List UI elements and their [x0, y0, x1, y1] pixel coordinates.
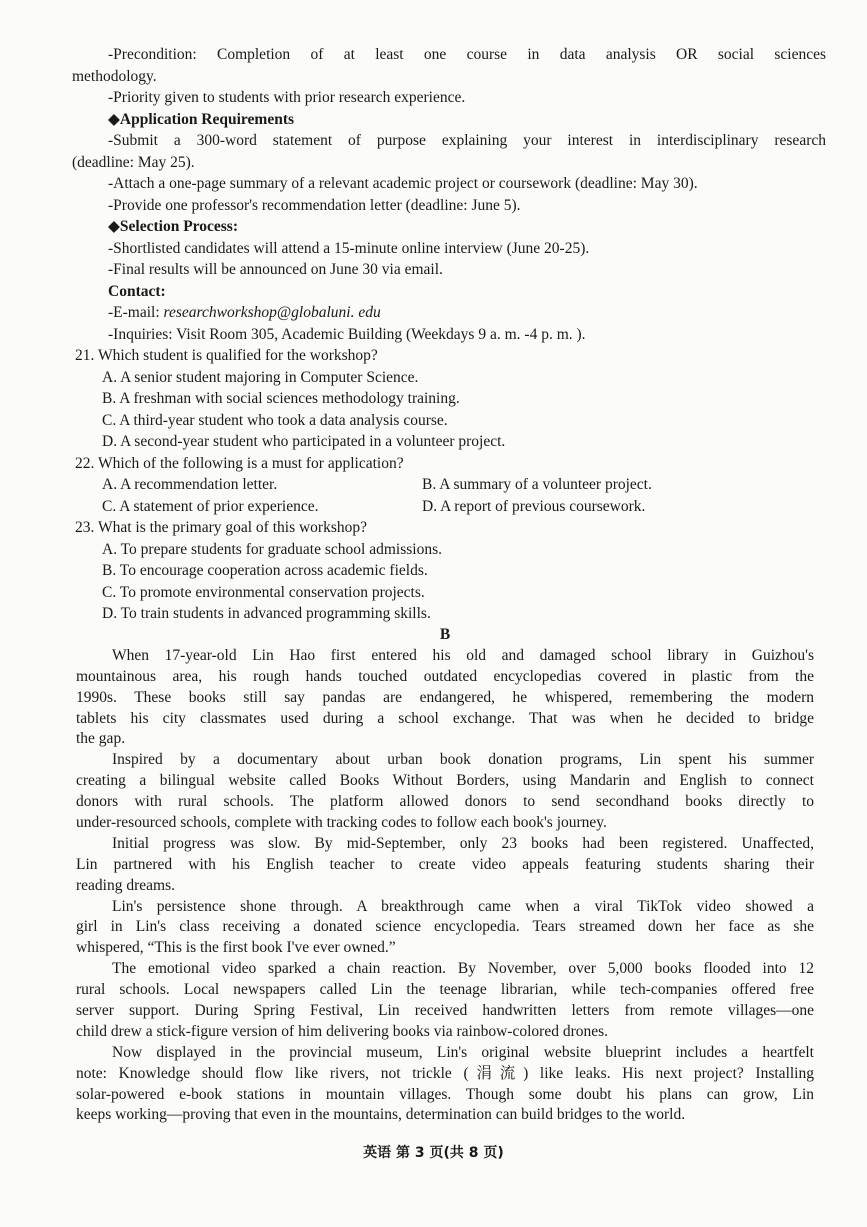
passage-line: mountainous area, his rough hands touched outdated encyclopedias covered in plastic from the	[76, 667, 814, 685]
option: A. A recommendation letter.	[102, 476, 278, 493]
passage-line: When 17-year-old Lin Hao first entered his old and damaged school library in Guizhou's	[112, 646, 814, 664]
option: C. A third-year student who took a data analysis course.	[102, 411, 448, 429]
option: A. A senior student majoring in Computer Science.	[102, 368, 419, 386]
passage-line: reading dreams.	[76, 876, 175, 894]
submit-requirement: -Submit a 300-word statement of purpose explaining your interest in interdisciplinary research	[108, 132, 826, 149]
passage-line: the gap.	[76, 730, 126, 748]
option-row	[72, 496, 826, 518]
final-results: -Final results will be announced on June 30 via email.	[108, 261, 443, 278]
priority: -Priority given to students with prior research experience.	[108, 89, 466, 106]
submit-deadline: (deadline: May 25).	[72, 153, 195, 171]
question-23: 23. What is the primary goal of this workshop?	[75, 519, 368, 536]
option: C. A statement of prior experience.	[102, 497, 319, 515]
option: B. To encourage cooperation across academic fields.	[102, 562, 428, 579]
question-21: 21. Which student is qualified for the workshop?	[75, 347, 378, 364]
provide-requirement: -Provide one professor's recommendation letter (deadline: June 5).	[108, 196, 521, 214]
attach-requirement: -Attach a one-page summary of a relevant academic project or coursework (deadline: May 30).	[108, 175, 698, 192]
question-22: 22. Which of the following is a must for application?	[75, 454, 404, 472]
option: D. To train students in advanced programming skills.	[102, 605, 431, 622]
passage-b	[76, 625, 814, 1126]
passage-line: creating a bilingual website called Books Without Borders, using Mandarin and English to connect	[76, 772, 814, 790]
option: B. A summary of a volunteer project.	[422, 476, 652, 493]
section-b-heading: B	[439, 626, 451, 643]
passage-line: server support. During Spring Festival, Lin received handwritten letters from remote villages—one	[76, 1002, 814, 1020]
passage-line: girl in Lin's class receiving a donated science encyclopedia. Tears streamed down her face as she	[76, 918, 814, 936]
precondition-cont: methodology.	[72, 67, 157, 85]
email-address: researchworkshop@globaluni. edu	[163, 304, 381, 321]
email-line	[72, 302, 826, 324]
passage-line: Now displayed in the provincial museum, Lin's original website blueprint includes a heartfelt	[112, 1043, 814, 1061]
passage-line: keeps working—proving that even in the mountains, determination can build bridges to the world.	[76, 1106, 686, 1124]
passage-line: under-resourced schools, complete with tracking codes to follow each book's journey.	[76, 814, 607, 832]
option: A. To prepare students for graduate school admissions.	[102, 540, 442, 558]
application-requirements-heading: ◆Application Requirements	[108, 110, 295, 128]
passage-line: note: Knowledge should flow like rivers, not trickle (涓流) like leaks. His next project? Installing	[76, 1064, 814, 1082]
inquiries: -Inquiries: Visit Room 305, Academic Building (Weekdays 9 a. m. -4 p. m. ).	[108, 325, 586, 343]
option: D. A report of previous coursework.	[422, 497, 646, 515]
shortlisted: -Shortlisted candidates will attend a 15-minute online interview (June 20-25).	[108, 239, 590, 257]
passage-line: tablets his city classmates used during a school exchange. That was when he decided to bridge	[76, 709, 814, 727]
selection-process-heading: ◆Selection Process:	[108, 218, 239, 235]
option: D. A second-year student who participated in a volunteer project.	[102, 433, 506, 450]
passage-line: Inspired by a documentary about urban book donation programs, Lin spent his summer	[112, 751, 814, 769]
email-label: -E-mail:	[108, 304, 164, 321]
workshop-notice	[72, 44, 826, 625]
precondition: -Precondition: Completion of at least one course in data analysis OR social sciences	[108, 46, 826, 63]
contact-heading: Contact:	[108, 282, 166, 300]
option: B. A freshman with social sciences methodology training.	[102, 390, 460, 407]
passage-line: 1990s. These books still say pandas are endangered, he whispered, remembering the modern	[76, 688, 814, 706]
option-row	[72, 474, 826, 496]
passage-line: Initial progress was slow. By mid-September, only 23 books had been registered. Unaffected,	[112, 834, 814, 852]
passage-line: solar-powered e-book stations in mountain villages. Though some doubt his plans can grow, Lin	[76, 1085, 814, 1103]
passage-line: Lin partnered with his English teacher to create video appeals featuring students sharing their	[76, 855, 814, 873]
passage-line: The emotional video sparked a chain reaction. By November, over 5,000 books flooded into 12	[112, 960, 814, 978]
passage-line: donors with rural schools. The platform allowed donors to send secondhand books directly to	[76, 793, 814, 811]
passage-line: Lin's persistence shone through. A breakthrough came when a viral TikTok video showed a	[112, 897, 814, 915]
passage-line: child drew a stick-figure version of him delivering books via rainbow-colored drones.	[76, 1022, 609, 1040]
page-footer: 英语 第 3 页(共 8 页)	[363, 1145, 504, 1161]
passage-line: whispered, “This is the first book I've ever owned.”	[76, 939, 396, 957]
passage-line: rural schools. Local newspapers called Lin the teenage librarian, while tech-companies offered free	[76, 981, 814, 999]
option: C. To promote environmental conservation projects.	[102, 583, 425, 601]
